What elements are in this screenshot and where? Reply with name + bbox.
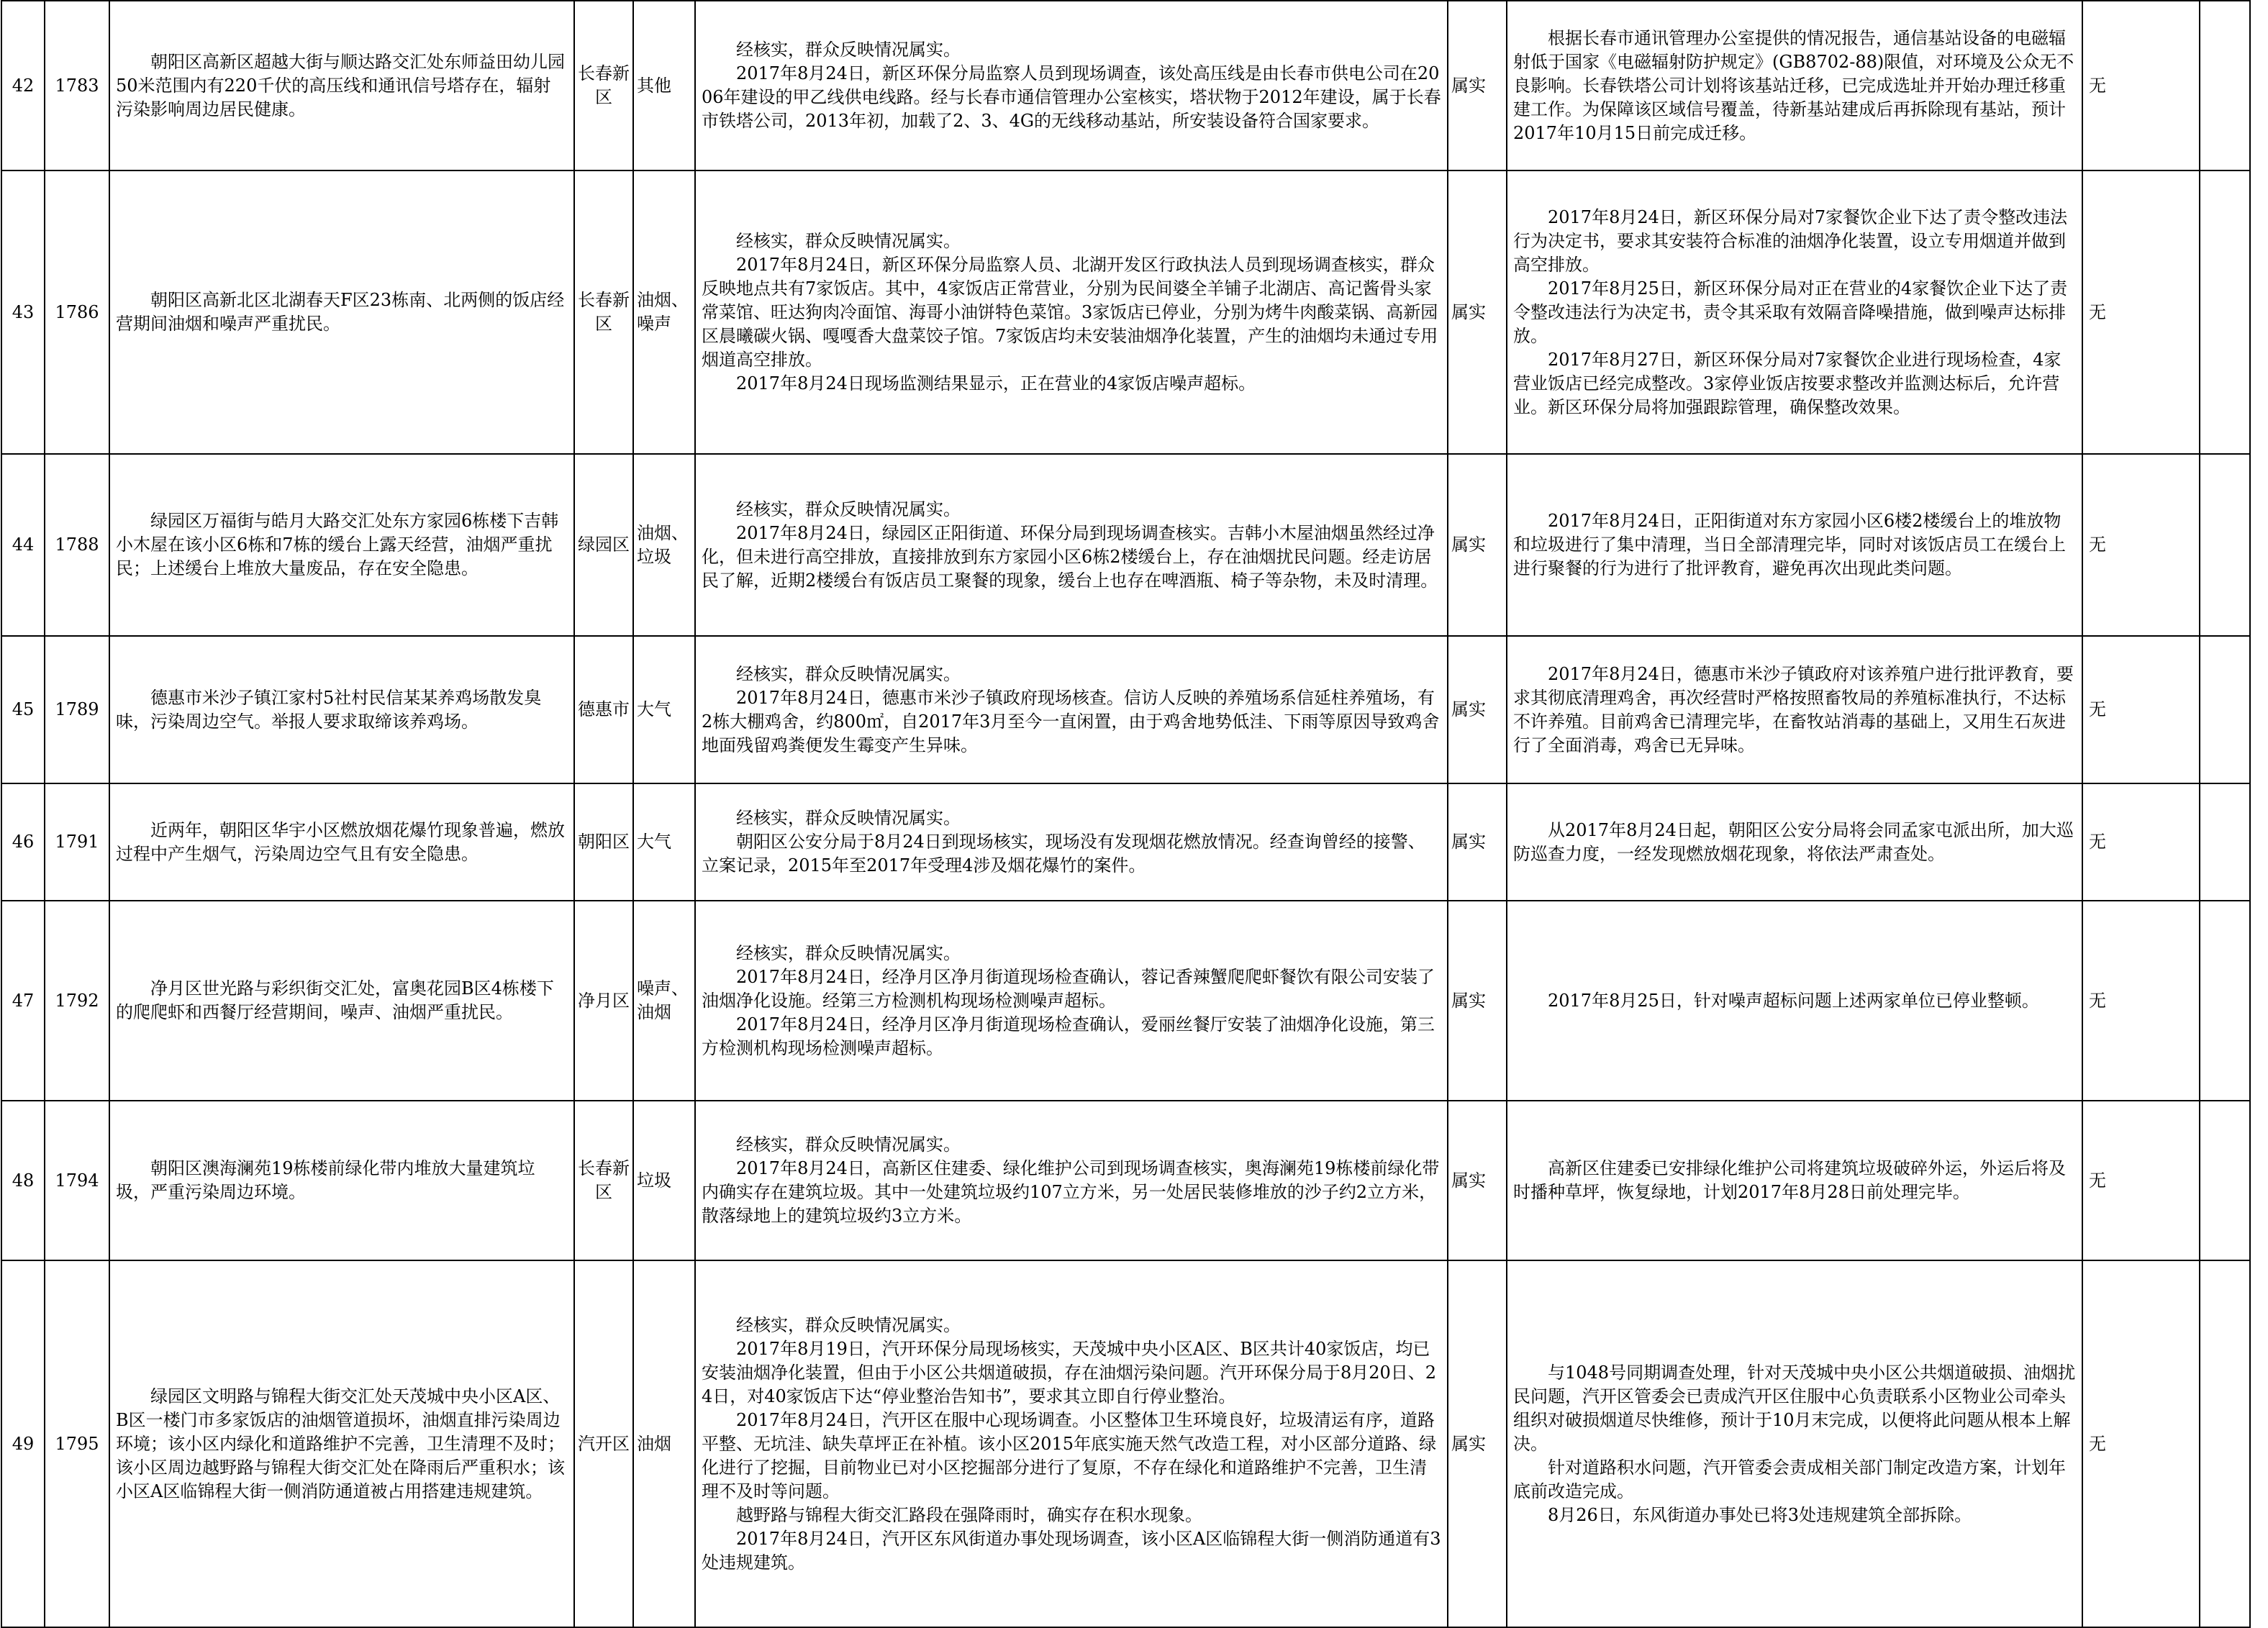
complaint-text: 绿园区文明路与锦程大街交汇处天茂城中央小区A区、B区一楼门市多家饭店的油烟管道损坏，油烟直排污染周边环境；该小区内绿化和道路维护不完善，卫生清理不及时；该小区周边越野路与锦程大街交汇处在降雨后严重积水；该小区A区临锦程大街一侧消防通道被占用搭建违规建筑。 [116, 1386, 565, 1501]
paragraph: 2017年8月24日，正阳街道对东方家园小区6楼2楼缓台上的堆放物和垃圾进行了集中清理，当日全部清理完毕，同时对该饭店员工在缓台上进行聚餐的行为进行了批评教育，避免再次出现此类问题。 [1513, 511, 2066, 578]
complaint-text: 朝阳区高新区超越大街与顺达路交汇处东师益田幼儿园50米范围内有220千伏的高压线和通讯信号塔存在，辐射污染影响周边居民健康。 [116, 51, 565, 119]
paragraph: 经核实，群众反映情况属实。 [736, 230, 961, 251]
paragraph: 经核实，群众反映情况属实。 [736, 499, 961, 519]
paragraph: 越野路与锦程大街交汇路段在强降雨时，确实存在积水现象。 [736, 1504, 1202, 1525]
pollution-type-cell: 油烟、噪声 [633, 170, 695, 454]
pollution-type-cell: 垃圾 [633, 1101, 695, 1260]
paragraph: 根据长春市通讯管理办公室提供的情况报告，通信基站设备的电磁辐射低于国家《电磁辐射防护规定》(GB8702-88)限值，对环境及公众无不良影响。长春铁塔公司计划将该基站迁移，已完成选址并开始办理迁移重建工作。为保障该区域信号覆盖，待新基站建成后再拆除现有基站，预计2017年10月15日前完成迁移。 [1513, 27, 2074, 143]
handling-cell [1507, 1, 2082, 170]
verdict-cell: 属实 [1448, 636, 1507, 783]
row-number: 43 [1, 170, 45, 454]
complaint-cell [109, 636, 574, 783]
case-id: 1783 [45, 1, 109, 170]
row-number: 49 [1, 1260, 45, 1627]
note-cell [2200, 636, 2250, 783]
paragraph: 2017年8月24日，新区环保分局监察人员到现场调查，该处高压线是由长春市供电公司在2006年建设的甲乙线供电线路。经与长春市通信管理办公室核实，塔状物于2012年建设，属于长春市铁塔公司，2013年初，加载了2、3、4G的无线移动基站，所安装设备符合国家要求。 [702, 63, 1441, 131]
district-cell: 德惠市 [574, 636, 633, 783]
complaint-cell [109, 1, 574, 170]
complaint-table [1, 0, 2251, 1628]
complaint-text: 德惠市米沙子镇江家村5社村民信某某养鸡场散发臭味，污染周边空气。举报人要求取缔该养鸡场。 [116, 687, 542, 732]
handling-cell [1507, 170, 2082, 454]
investigation-cell [695, 170, 1448, 454]
case-id: 1795 [45, 1260, 109, 1627]
accountability-cell: 无 [2082, 783, 2200, 901]
paragraph: 经核实，群众反映情况属实。 [736, 808, 961, 828]
verdict-cell: 属实 [1448, 1101, 1507, 1260]
handling-cell [1507, 454, 2082, 636]
note-cell [2200, 1260, 2250, 1627]
note-cell [2200, 1, 2250, 170]
complaint-cell [109, 454, 574, 636]
investigation-cell [695, 1260, 1448, 1627]
verdict-cell: 属实 [1448, 1, 1507, 170]
paragraph: 经核实，群众反映情况属实。 [736, 1134, 961, 1155]
paragraph: 2017年8月24日，德惠市米沙子镇政府对该养殖户进行批评教育，要求其彻底清理鸡舍，再次经营时严格按照畜牧局的养殖标准执行，不达标不许养殖。目前鸡舍已清理完毕，在畜牧站消毒的基础上，又用生石灰进行了全面消毒，鸡舍已无异味。 [1513, 663, 2074, 755]
investigation-cell [695, 636, 1448, 783]
note-cell [2200, 170, 2250, 454]
investigation-cell [695, 783, 1448, 901]
paragraph: 与1048号同期调查处理，针对天茂城中央小区公共烟道破损、油烟扰民问题，汽开区管委会已责成汽开区住服中心负责联系小区物业公司牵头组织对破损烟道尽快维修，预计于10月末完成，以便将此问题从根本上解决。 [1513, 1362, 2076, 1454]
table-row [1, 1260, 2250, 1627]
complaint-text: 净月区世光路与彩织街交汇处，富奥花园B区4栋楼下的爬爬虾和西餐厅经营期间，噪声、油烟严重扰民。 [116, 978, 554, 1022]
verdict-cell: 属实 [1448, 901, 1507, 1101]
table-row [1, 170, 2250, 454]
paragraph: 2017年8月25日，针对噪声超标问题上述两家单位已停业整顿。 [1548, 990, 2039, 1011]
table-row [1, 454, 2250, 636]
district-cell: 朝阳区 [574, 783, 633, 901]
complaint-text: 朝阳区澳海澜苑19栋楼前绿化带内堆放大量建筑垃圾，严重污染周边环境。 [116, 1158, 535, 1202]
verdict-cell: 属实 [1448, 1260, 1507, 1627]
row-number: 47 [1, 901, 45, 1101]
investigation-cell [695, 454, 1448, 636]
paragraph: 经核实，群众反映情况属实。 [736, 942, 961, 963]
accountability-cell: 无 [2082, 636, 2200, 783]
accountability-cell: 无 [2082, 1101, 2200, 1260]
paragraph: 从2017年8月24日起，朝阳区公安分局将会同孟家屯派出所，加大巡防巡查力度，一经发现燃放烟花现象，将依法严肃查处。 [1513, 819, 2074, 864]
verdict-cell: 属实 [1448, 170, 1507, 454]
row-number: 48 [1, 1101, 45, 1260]
complaint-cell [109, 783, 574, 901]
district-cell: 汽开区 [574, 1260, 633, 1627]
complaint-cell [109, 170, 574, 454]
table-body [1, 1, 2250, 1627]
row-number: 46 [1, 783, 45, 901]
handling-cell [1507, 1260, 2082, 1627]
accountability-cell: 无 [2082, 454, 2200, 636]
paragraph: 8月26日，东风街道办事处已将3处违规建筑全部拆除。 [1548, 1504, 1972, 1525]
paragraph: 2017年8月24日，新区环保分局监察人员、北湖开发区行政执法人员到现场调查核实，群众反映地点共有7家饭店。其中，4家饭店正常营业，分别为民间婆全羊铺子北湖店、高记酱骨头家常菜馆、旺达狗肉冷面馆、海哥小油饼特色菜馆。3家饭店已停业，分别为烤牛肉酸菜锅、高新园区晨曦碳火锅、嘎嘎香大盘菜饺子馆。7家饭店均未安装油烟净化装置，产生的油烟均未通过专用烟道高空排放。 [702, 254, 1438, 370]
accountability-cell: 无 [2082, 1, 2200, 170]
pollution-type-cell: 油烟 [633, 1260, 695, 1627]
pollution-type-cell: 噪声、油烟 [633, 901, 695, 1101]
paragraph: 高新区住建委已安排绿化维护公司将建筑垃圾破碎外运，外运后将及时播种草坪，恢复绿地，计划2017年8月28日前处理完毕。 [1513, 1158, 2066, 1202]
paragraph: 2017年8月24日，汽开区在服中心现场调查。小区整体卫生环境良好，垃圾清运有序，道路平整、无坑洼、缺失草坪正在补植。该小区2015年底实施天然气改造工程，对小区部分道路、绿化进行了挖掘，目前物业已对小区挖掘部分进行了复原，不存在绿化和道路维护不完善，卫生清理不及时等问题。 [702, 1409, 1437, 1501]
paragraph: 2017年8月24日，新区环保分局对7家餐饮企业下达了责令整改违法行为决定书，要求其安装符合标准的油烟净化装置，设立专用烟道并做到高空排放。 [1513, 206, 2068, 275]
paragraph: 经核实，群众反映情况属实。 [736, 40, 961, 60]
complaint-cell [109, 1260, 574, 1627]
investigation-cell [695, 1, 1448, 170]
case-id: 1791 [45, 783, 109, 901]
district-cell: 绿园区 [574, 454, 633, 636]
note-cell [2200, 783, 2250, 901]
table-row [1, 901, 2250, 1101]
table-row [1, 783, 2250, 901]
case-id: 1792 [45, 901, 109, 1101]
table-row [1, 1101, 2250, 1260]
investigation-cell [695, 901, 1448, 1101]
note-cell [2200, 901, 2250, 1101]
district-cell: 净月区 [574, 901, 633, 1101]
pollution-type-cell: 大气 [633, 783, 695, 901]
paragraph: 2017年8月24日，经净月区净月街道现场检查确认，蓉记香辣蟹爬爬虾餐饮有限公司安装了油烟净化设施。经第三方检测机构现场检测噪声超标。 [702, 966, 1435, 1011]
complaint-text: 近两年，朝阳区华宇小区燃放烟花爆竹现象普遍，燃放过程中产生烟气，污染周边空气且有安全隐患。 [116, 819, 565, 864]
case-id: 1789 [45, 636, 109, 783]
investigation-cell [695, 1101, 1448, 1260]
table-row [1, 636, 2250, 783]
case-id: 1786 [45, 170, 109, 454]
paragraph: 2017年8月24日，汽开区东风街道办事处现场调查，该小区A区临锦程大街一侧消防通道有3处违规建筑。 [702, 1528, 1441, 1573]
case-id: 1788 [45, 454, 109, 636]
district-cell: 长春新区 [574, 170, 633, 454]
accountability-cell: 无 [2082, 901, 2200, 1101]
paragraph: 朝阳区公安分局于8月24日到现场核实，现场没有发现烟花燃放情况。经查询曾经的接警、立案记录，2015年至2017年受理4涉及烟花爆竹的案件。 [702, 832, 1425, 876]
complaint-cell [109, 901, 574, 1101]
complaint-cell [109, 1101, 574, 1260]
handling-cell [1507, 636, 2082, 783]
paragraph: 经核实，群众反映情况属实。 [736, 663, 961, 684]
accountability-cell: 无 [2082, 170, 2200, 454]
row-number: 45 [1, 636, 45, 783]
paragraph: 针对道路积水问题，汽开管委会责成相关部门制定改造方案，计划年底前改造完成。 [1513, 1457, 2066, 1501]
district-cell: 长春新区 [574, 1101, 633, 1260]
pollution-type-cell: 大气 [633, 636, 695, 783]
verdict-cell: 属实 [1448, 454, 1507, 636]
paragraph: 2017年8月25日，新区环保分局对正在营业的4家餐饮企业下达了责令整改违法行为决定书，责令其采取有效隔音降噪措施，做到噪声达标排放。 [1513, 278, 2068, 346]
row-number: 44 [1, 454, 45, 636]
handling-cell [1507, 783, 2082, 901]
handling-cell [1507, 1101, 2082, 1260]
note-cell [2200, 454, 2250, 636]
complaint-text: 朝阳区高新北区北湖春天F区23栋南、北两侧的饭店经营期间油烟和噪声严重扰民。 [116, 290, 565, 334]
row-number: 42 [1, 1, 45, 170]
paragraph: 2017年8月19日，汽开环保分局现场核实，天茂城中央小区A区、B区共计40家饭店，均已安装油烟净化装置，但由于小区公共烟道破损，存在油烟污染问题。汽开环保分局于8月20日、24日，对40家饭店下达“停业整治告知书”，要求其立即自行停业整治。 [702, 1338, 1437, 1406]
pollution-type-cell: 其他 [633, 1, 695, 170]
complaint-text: 绿园区万福街与皓月大路交汇处东方家园6栋楼下吉韩小木屋在该小区6栋和7栋的缓台上露天经营，油烟严重扰民；上述缓台上堆放大量废品，存在安全隐患。 [116, 511, 559, 578]
verdict-cell: 属实 [1448, 783, 1507, 901]
table-row [1, 1, 2250, 170]
pollution-type-cell: 油烟、垃圾 [633, 454, 695, 636]
accountability-cell: 无 [2082, 1260, 2200, 1627]
case-id: 1794 [45, 1101, 109, 1260]
paragraph: 经核实，群众反映情况属实。 [736, 1314, 961, 1335]
note-cell [2200, 1101, 2250, 1260]
paragraph: 2017年8月24日现场监测结果显示，正在营业的4家饭店噪声超标。 [736, 373, 1256, 394]
handling-cell [1507, 901, 2082, 1101]
paragraph: 2017年8月24日，经净月区净月街道现场检查确认，爱丽丝餐厅安装了油烟净化设施，第三方检测机构现场检测噪声超标。 [702, 1014, 1435, 1058]
district-cell: 长春新区 [574, 1, 633, 170]
paragraph: 2017年8月24日，德惠市米沙子镇政府现场核查。信访人反映的养殖场系信延柱养殖场，有2栋大棚鸡舍，约800㎡，自2017年3月至今一直闲置，由于鸡舍地势低洼、下雨等原因导致鸡舍地面残留鸡粪便发生霉变产生异味。 [702, 687, 1440, 755]
paragraph: 2017年8月24日，高新区住建委、绿化维护公司到现场调查核实，奥海澜苑19栋楼前绿化带内确实存在建筑垃圾。其中一处建筑垃圾约107立方米，另一处居民装修堆放的沙子约2立方米，散落绿地上的建筑垃圾约3立方米。 [702, 1158, 1440, 1226]
paragraph: 2017年8月24日，绿园区正阳街道、环保分局到现场调查核实。吉韩小木屋油烟虽然经过净化，但未进行高空排放，直接排放到东方家园小区6栋2楼缓台上，存在油烟扰民问题。经走访居民了解，近期2楼缓台有饭店员工聚餐的现象，缓台上也存在啤酒瓶、椅子等杂物，未及时清理。 [702, 522, 1438, 591]
paragraph: 2017年8月27日，新区环保分局对7家餐饮企业进行现场检查，4家营业饭店已经完成整改。3家停业饭店按要求整改并监测达标后，允许营业。新区环保分局将加强跟踪管理，确保整改效果。 [1513, 349, 2061, 417]
